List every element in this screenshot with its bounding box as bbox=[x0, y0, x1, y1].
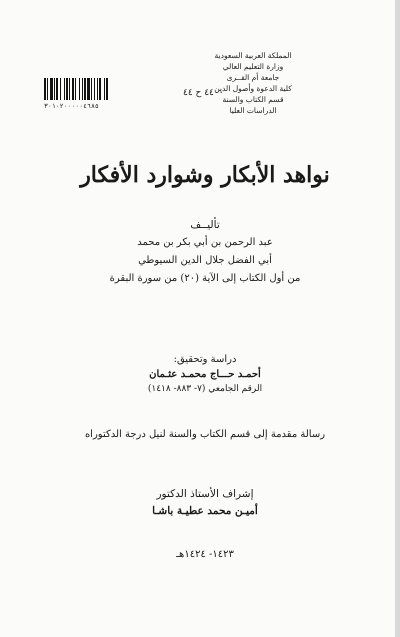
library-barcode bbox=[44, 78, 130, 110]
institution-header bbox=[178, 50, 328, 116]
authorship-section bbox=[40, 216, 370, 288]
supervisor-name: أميـن محمد عطيـة باشـا bbox=[152, 505, 258, 517]
accession-number: ٤٤٠٠ ح ٤٤ bbox=[183, 88, 224, 98]
scope-line: من أول الكتاب إلى الآية (٢٠) من سورة البقرة bbox=[109, 273, 301, 284]
barcode-stripe bbox=[108, 78, 109, 100]
study-heading: دراسة وتحقيق: bbox=[173, 354, 237, 365]
author-kunya-line: أبي الفضل جلال الدين السيوطي bbox=[138, 255, 272, 266]
institution-graduate-studies: الدراسات العليا bbox=[229, 106, 277, 115]
study-section bbox=[40, 352, 370, 397]
scan-edge-shadow bbox=[395, 0, 400, 637]
thesis-statement: رسالة مقدمة إلى قسم الكتاب والسنة لنيل درجة الدكتوراه bbox=[84, 429, 326, 440]
supervision-section bbox=[40, 486, 370, 520]
institution-department: قسم الكتاب والسنة bbox=[222, 95, 284, 104]
institution-college: كلية الدعوة وأصول الدين bbox=[214, 84, 292, 93]
hijri-date: ١٤٢٣- ١٤٢٤هـ bbox=[176, 549, 234, 560]
book-title: نواهد الأبكار وشوارد الأفكار bbox=[80, 162, 330, 188]
institution-university: جامعة أم القــرى bbox=[226, 73, 280, 82]
institution-country: المملكة العربية السعودية bbox=[214, 51, 292, 60]
institution-ministry: وزارة التعليم العالي bbox=[222, 62, 284, 71]
authorship-heading: تأليــف bbox=[190, 219, 220, 231]
university-id: الرقم الجامعي (٧- ٨٨٣- ١٤١٨) bbox=[147, 384, 263, 394]
barcode-icon bbox=[44, 78, 130, 100]
barcode-number: ٣٠١٠٢٠٠٠٠٠٤٦٨٥ bbox=[44, 102, 99, 110]
researcher-name: أحمـد حـــاج محمـد عثـمان bbox=[149, 369, 261, 380]
author-name-line: عبد الرحمن بن أبي بكر بن محمد bbox=[137, 237, 273, 248]
supervision-heading: إشراف الأستاذ الدكتور bbox=[156, 488, 254, 500]
